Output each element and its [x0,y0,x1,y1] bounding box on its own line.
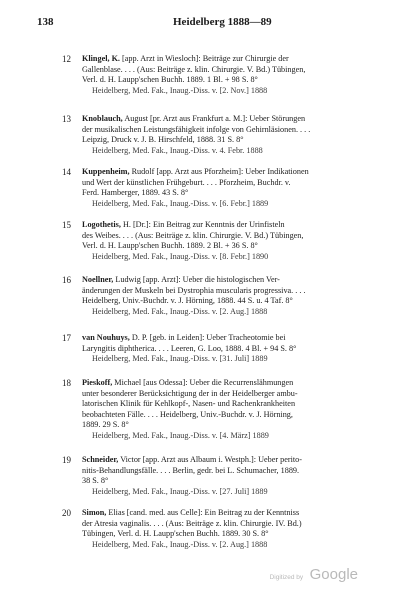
running-header [37,16,360,30]
author-name: Knoblauch, [82,114,123,123]
author-name: Schneider, [82,455,119,464]
entry-text: Verl. d. H. Laupp'schen Buchh. 1889. 2 Bl. + 36 S. 8° [82,241,258,251]
entry-text: änderungen der Muskeln bei Dystrophia muscularis progressiva. . . . [82,285,306,295]
dissertation-note: Heidelberg, Med. Fak., Inaug.-Diss. v. 4. Febr. 1888 [92,145,263,155]
entry-line [82,476,372,487]
entry-number: 19 [62,455,71,465]
entry-text: Heidelberg, Univ.-Buchdr. v. J. Hörning, 1888. 44 S. u. 4 Taf. 8° [82,296,293,306]
entry-line [82,114,372,125]
entry-body [82,275,372,317]
entry-text: Leipzig, Druck v. J. B. Hirschfeld, 1888. 31 S. 8° [82,135,244,145]
dissertation-note: Heidelberg, Med. Fak., Inaug.-Diss. v. [2. Aug.] 1888 [92,306,268,316]
page-number: 138 [37,16,54,28]
entry-number: 17 [62,333,71,343]
entry-line [82,296,372,307]
entry-line [82,466,372,477]
entry-number: 13 [62,114,71,124]
entry-text: unter besonderer Berücksichtigung der in der Heidelberger ambu- [82,388,298,398]
entry-line [82,344,372,355]
entry-line [82,519,372,530]
google-watermark [270,566,358,584]
entry-body [82,455,372,497]
entry-text: Michael [aus Odessa]: Ueber die Recurrenslähmungen [112,378,294,387]
entry-line [82,231,372,242]
entry-line [82,455,372,466]
watermark-brand: Google [309,566,358,583]
entry-text: beobachteten Fälle. . . . Heidelberg, Univ.-Buchdr. v. J. Hörning, [82,409,293,419]
entry-number: 15 [62,220,71,230]
author-name: Klingel, K. [82,54,120,63]
entry-line [82,167,372,178]
entry-text: 1889. 29 S. 8° [82,420,129,430]
dissertation-note: Heidelberg, Med. Fak., Inaug.-Diss. v. [31. Juli] 1889 [92,354,268,364]
entry-number: 12 [62,54,71,64]
entry-line [82,65,372,76]
entry-line [82,178,372,189]
entry-text: Victor [app. Arzt aus Albaum i. Westph.]: Ueber perito- [118,455,302,464]
entry-text: Tübingen, Verl. d. H. Laupp'schen Buchh. 1889. 30 S. 8° [82,529,269,539]
dissertation-note: Heidelberg, Med. Fak., Inaug.-Diss. v. [2. Nov.] 1888 [92,85,268,95]
author-name: Kuppenheim, [82,167,130,176]
entry-text: und Wert der künstlichen Frühgeburt. . . . Pforzheim, Buchdr. v. [82,177,291,187]
entry-text: Ludwig [app. Arzt]: Ueber die histologischen Ver- [113,275,280,284]
author-name: van Nouhuys, [82,333,130,342]
entry-line [82,135,372,146]
entry-number: 18 [62,378,71,388]
entry-text: nitis-Behandlungsfälle. . . . Berlin, gedr. bei L. Schumacher, 1889. [82,465,300,475]
entry-line [82,286,372,297]
watermark-prefix: Digitized by [269,574,304,581]
entry-number: 20 [62,508,71,518]
entry-text: Gallenblase. . . . (Aus: Beiträge z. klin. Chirurgie. V. Bd.) Tübingen, [82,64,306,74]
entry-line [82,333,372,344]
author-name: Noellner, [82,275,114,284]
entry-line [82,378,372,389]
author-name: Simon, [82,508,107,517]
entry-text: 38 S. 8° [82,476,109,486]
entry-body [82,220,372,262]
entry-line [82,529,372,540]
entry-text: D. P. [geb. in Leiden]: Ueber Tracheotomie bei [129,333,286,342]
dissertation-note: Heidelberg, Med. Fak., Inaug.-Diss. v. [6. Febr.] 1889 [92,198,269,208]
author-name: Pieskoff, [82,378,113,387]
dissertation-note: Heidelberg, Med. Fak., Inaug.-Diss. v. [2. Aug.] 1888 [92,539,268,549]
entry-text: latorischen Klinik für Kehlkopf-, Nasen- und Rachenkrankheiten [82,399,296,409]
entry-line [82,220,372,231]
entry-number: 14 [62,167,71,177]
entry-body [82,378,372,442]
entry-line [82,241,372,252]
dissertation-note: Heidelberg, Med. Fak., Inaug.-Diss. v. [8. Febr.] 1890 [92,251,269,261]
dissertation-note: Heidelberg, Med. Fak., Inaug.-Diss. v. [4. März] 1889 [92,430,269,440]
entry-text: des Weibes. . . . (Aus: Beiträge z. klin. Chirurgie. V. Bd.) Tübingen, [82,230,304,240]
entry-line [82,399,372,410]
entry-line [82,420,372,431]
running-title: Heidelberg 1888—89 [173,16,272,28]
entry-text: Rudolf [app. Arzt aus Pforzheim]: Ueber Indikationen [129,167,309,176]
entry-body [82,333,372,365]
author-name: Logothetis, [82,220,121,229]
entry-line [82,54,372,65]
entry-line [82,410,372,421]
entry-line [82,125,372,136]
entry-body [82,114,372,156]
entry-text: H. [Dr.]: Ein Beitrag zur Kenntnis der Urinfisteln [120,220,285,229]
entry-text: Ferd. Hamberger, 1889. 43 S. 8° [82,188,189,198]
entry-body [82,508,372,550]
entry-body [82,54,372,96]
entry-line [82,389,372,400]
entry-text: der musikalischen Leistungsfähigkeit infolge von Gehirnläsionen. . . . [82,124,311,134]
entry-text: Verl. d. H. Laupp'schen Buchh. 1889. 1 Bl. + 98 S. 8° [82,75,258,85]
entry-text: August [pr. Arzt aus Frankfurt a. M.]: Ueber Störungen [122,114,306,123]
dissertation-note: Heidelberg, Med. Fak., Inaug.-Diss. v. [27. Juli] 1889 [92,486,268,496]
entry-line [82,75,372,86]
entry-line [82,275,372,286]
entry-line [82,508,372,519]
entry-number: 16 [62,275,71,285]
entry-body [82,167,372,209]
entry-text: [app. Arzt in Wiesloch]: Beiträge zur Chirurgie der [119,54,289,63]
entry-text: Elias [cand. med. aus Celle]: Ein Beitrag zu der Kenntniss [106,508,300,517]
entry-line [82,188,372,199]
entry-text: Laryngitis diphtherica. . . . Leeren, G. Loo, 1888. 4 Bl. + 94 S. 8° [82,343,297,353]
entry-text: der Atresia vaginalis. . . . (Aus: Beiträge z. klin. Chirurgie. IV. Bd.) [82,518,302,528]
